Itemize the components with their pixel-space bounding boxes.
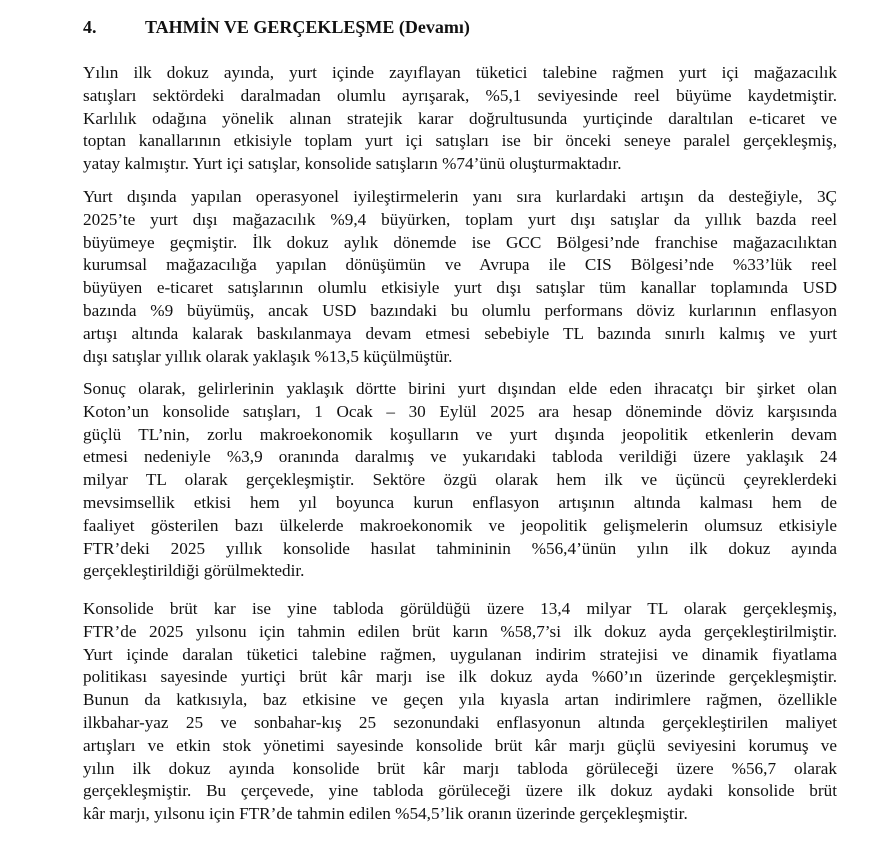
text-line: Konsolide brüt kar ise yine tabloda görüldüğü üzere 13,4 milyar TL olarak gerçekleşmiş, (83, 599, 837, 618)
text-line: etmesi nedeniyle %3,9 oranında daralmış ve yukarıdaki tabloda verildiği üzere yaklaşık 24 (83, 447, 837, 467)
text-line: 2025’te yurt dışı mağazacılık %9,4 büyürken, toplam yurt dışı satışlar da yıllık bazda reel (83, 209, 837, 229)
text-line: toptan kanallarının etkisiyle toplam yurt içi satışları ise bir önceki seneye paralel gerçekleşmiş, (83, 131, 837, 151)
text-line: kâr marjı, yılsonu için FTR’de tahmin edilen %54,5’lik oranın üzerinde gerçekleşmiştir. (83, 804, 688, 824)
paragraph-gross-profit (83, 598, 837, 826)
text-line: Yurt dışında yapılan operasyonel iyileştirmelerin yanı sıra kurlardaki artışın da desteğiyle, 3Ç (83, 187, 837, 206)
text-line: artışları ve etkin stok yönetimi sayesinde konsolide brüt kâr marjı güçlü seviyesini korumuş ve (83, 735, 837, 755)
text-line: dışı satışlar yıllık olarak yaklaşık %13,5 küçülmüştür. (83, 346, 453, 366)
text-line: bazında %9 büyümüş, ancak USD bazındaki bu olumlu performans döviz kurlarının enflasyon (83, 300, 837, 320)
text-line: Bunun da katkısıyla, baz etkisine ve geçen yıla kıyasla artan indirimlere rağmen, özellikle (83, 690, 837, 710)
text-line: büyümeye geçmiştir. İlk dokuz aylık dönemde ise GCC Bölgesi’nde franchise mağazacılıktan (83, 232, 837, 252)
section-heading (83, 15, 470, 39)
text-line: gerçekleşmiştir. Bu çerçevede, yine tabloda görüleceği üzere ilk dokuz aydaki konsolide brüt (83, 781, 837, 801)
text-line: politikası sayesinde yurtiçi brüt kâr marjı ise ilk dokuz ayda %60’ın üzerinde gerçekleşmiştir. (83, 667, 837, 687)
text-line: güçlü TL’nin, zorlu makroekonomik koşulların ve yurt dışında jeopolitik etkenlerin devam (83, 424, 837, 444)
text-line: yatay kalmıştır. Yurt içi satışlar, konsolide satışların %74’ünü oluşturmaktadır. (83, 154, 622, 174)
text-line: Karlılık odağına yönelik alınan stratejik karar doğrultusunda yurtiçinde daraltılan e-ticaret ve (83, 108, 837, 128)
text-line: FTR’deki 2025 yıllık konsolide hasılat tahmininin %56,4’ünün yılın ilk dokuz ayında (83, 538, 837, 558)
text-line: Koton’un konsolide satışları, 1 Ocak – 30 Eylül 2025 ara hesap döneminde döviz karşısında (83, 401, 837, 421)
text-line: milyar TL olarak gerçekleşmiştir. Sektöre özgü olarak hem ilk ve üçüncü çeyreklerdeki (83, 470, 837, 490)
section-title: TAHMİN VE GERÇEKLEŞME (Devamı) (145, 17, 470, 37)
paragraph-consolidated-sales (83, 378, 837, 583)
section-number: 4. (83, 17, 97, 37)
text-line: Sonuç olarak, gelirlerinin yaklaşık dörtte birini yurt dışından elde eden ihracatçı bir şirket olan (83, 379, 837, 398)
paragraph-foreign-sales (83, 186, 837, 368)
text-line: satışları sektördeki daralmadan olumlu ayrışarak, %5,1 seviyesinde reel büyüme kaydetmiştir. (83, 85, 837, 105)
text-line: artışı altında kalarak baskılanmaya devam etmesi sebebiyle TL bazında sınırlı kalmış ve yurt (83, 323, 837, 343)
text-line: gerçekleştirildiği görülmektedir. (83, 561, 305, 581)
text-line: ilkbahar-yaz 25 ve sonbahar-kış 25 sezonundaki enflasyonun altında gerçekleştirilen maliyet (83, 712, 837, 732)
text-line: kurumsal mağazacılığa yapılan dönüşümün ve Avrupa ile CIS Bölgesi’nde %33’lük reel (83, 255, 837, 275)
text-line: FTR’de 2025 yılsonu için tahmin edilen brüt karın %58,7’si ilk dokuz ayda gerçekleştirilmiştir. (83, 621, 837, 641)
text-line: büyüyen e-ticaret satışlarının olumlu etkisiyle yurt dışı satışlar tüm kanallar toplamında USD (83, 278, 837, 298)
text-line: mevsimsellik etkisi hem yıl boyunca kurun enflasyon artışının altında kalması hem de (83, 492, 837, 512)
text-line: Yılın ilk dokuz ayında, yurt içinde zayıflayan tüketici talebine rağmen yurt içi mağazacılık (83, 63, 837, 82)
paragraph-domestic-sales (83, 62, 837, 176)
text-line: faaliyet gösterilen bazı ülkelerde makroekonomik ve jeopolitik gelişmelerin olumsuz etkisiyle (83, 515, 837, 535)
text-line: yılın ilk dokuz ayında konsolide brüt kâr marjı tabloda görüleceği üzere %56,7 olarak (83, 758, 837, 778)
text-line: Yurt içinde daralan tüketici talebine rağmen, uygulanan indirim stratejisi ve dinamik fiyatlama (83, 644, 837, 664)
